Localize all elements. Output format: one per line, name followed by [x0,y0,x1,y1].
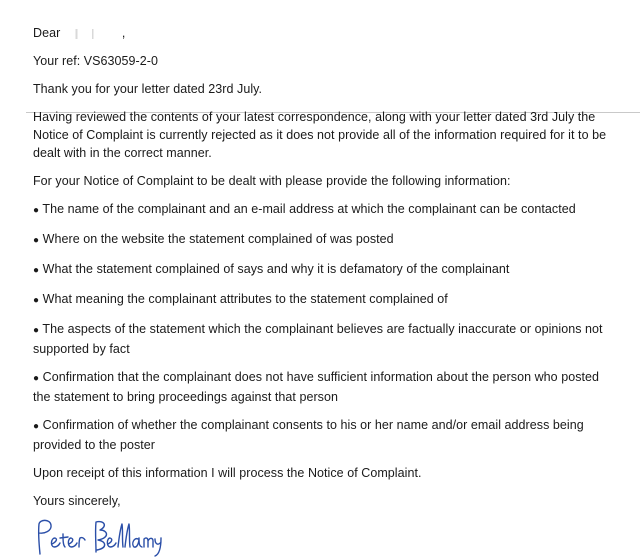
greeting [33,24,613,42]
list-item-text: What the statement complained of says and why it is defamatory of the complainant [42,262,510,276]
bullet-icon: ● [33,325,40,336]
requirements-list [33,200,613,454]
list-item [33,260,613,280]
bullet-icon: ● [33,265,40,276]
review-paragraph: Having reviewed the contents of your latest correspondence, along with your letter dated 3rd July the Notice of Complaint is currently rejected as it does not provide all of the information required for it to be dealt with in the correct manner. [33,110,607,160]
list-item-text: What meaning the complainant attributes to the statement complained of [42,292,448,306]
list-item-text: Where on the website the statement complained of was posted [42,232,394,246]
bullet-icon: ● [33,295,40,306]
list-item [33,320,613,358]
closing-line: Upon receipt of this information I will process the Notice of Complaint. [33,466,422,480]
list-item-text: The aspects of the statement which the complainant believes are factually inaccurate or opinions not supported by fact [33,322,603,356]
bullet-icon: ● [33,205,40,216]
salutation: Dear [33,26,61,40]
reference-line: Your ref: VS63059-2-0 [33,54,158,68]
list-item [33,368,613,406]
list-item-text: Confirmation of whether the complainant consents to his or her name and/or email address being provided to the poster [33,418,584,452]
list-item [33,290,613,310]
bullet-icon: ● [33,373,40,384]
handwritten-signature [34,516,164,558]
request-intro: For your Notice of Complaint to be dealt with please provide the following information: [33,174,511,188]
list-item-text: Confirmation that the complainant does not have sufficient information about the person who posted the statement to bring proceedings against that person [33,370,600,404]
bullet-icon: ● [33,235,40,246]
list-item-text: The name of the complainant and an e-mail address at which the complainant can be contacted [42,202,576,216]
list-item [33,230,613,250]
bullet-icon: ● [33,421,40,432]
list-item [33,200,613,220]
redacted-name [64,29,122,39]
list-item [33,416,613,454]
signoff: Yours sincerely, [33,494,121,508]
letter-body [33,24,613,510]
thanks-line: Thank you for your letter dated 23rd July. [33,82,263,96]
salutation-comma: , [121,26,126,40]
